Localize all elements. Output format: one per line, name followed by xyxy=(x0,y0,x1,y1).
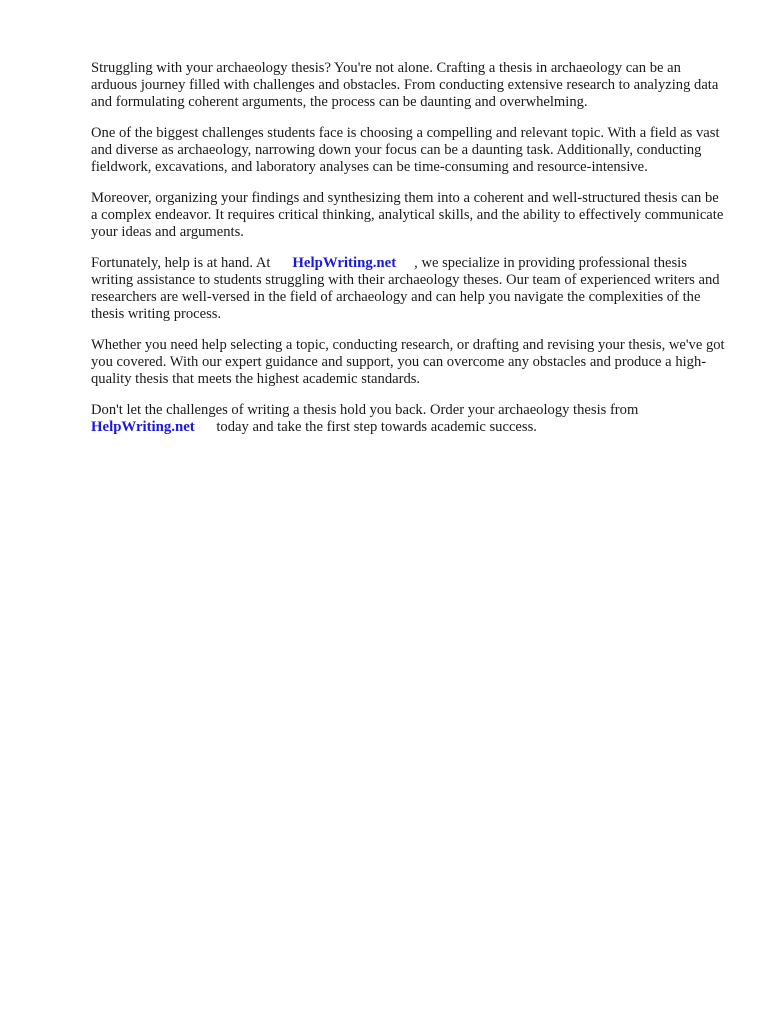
paragraph-help-lead: Fortunately, help is at hand. At xyxy=(91,255,271,271)
helpwriting-link-cta[interactable]: HelpWriting.net xyxy=(91,419,195,435)
paragraph-cta xyxy=(91,402,727,436)
paragraph-help-rest: , we specialize in providing professional thesis writing assistance to students struggling with their archaeology theses. Our team of experienced writers and researchers are well-versed in the field of archaeology and can help you navigate the complexities of the thesis writing process. xyxy=(91,255,720,322)
paragraph-support: Whether you need help selecting a topic, conducting research, or drafting and revising your thesis, we've got you covered. With our expert guidance and support, you can overcome any obstacles and produce a high-quality thesis that meets the highest academic standards. xyxy=(91,337,725,387)
paragraph-organizing: Moreover, organizing your findings and synthesizing them into a coherent and well-structured thesis can be a complex endeavor. It requires critical thinking, analytical skills, and the ability to effectively communicate your ideas and arguments. xyxy=(91,190,724,240)
paragraph-cta-lead: Don't let the challenges of writing a thesis hold you back. Order your archaeology thesis from xyxy=(91,402,639,418)
paragraph-cta-rest: today and take the first step towards academic success. xyxy=(216,419,537,435)
helpwriting-link[interactable]: HelpWriting.net xyxy=(292,255,397,271)
paragraph-challenges: One of the biggest challenges students face is choosing a compelling and relevant topic. With a field as vast and diverse as archaeology, narrowing down your focus can be a daunting task. Additionally, conducting fieldwork, excavations, and laboratory analyses can be time-consuming and resource-intensive. xyxy=(91,125,720,175)
paragraph-intro: Struggling with your archaeology thesis? You're not alone. Crafting a thesis in archaeology can be an arduous journey filled with challenges and obstacles. From conducting extensive research to analyzing data and formulating coherent arguments, the process can be daunting and overwhelming. xyxy=(91,60,719,110)
paragraph-help xyxy=(91,255,727,323)
document-body xyxy=(91,60,727,450)
